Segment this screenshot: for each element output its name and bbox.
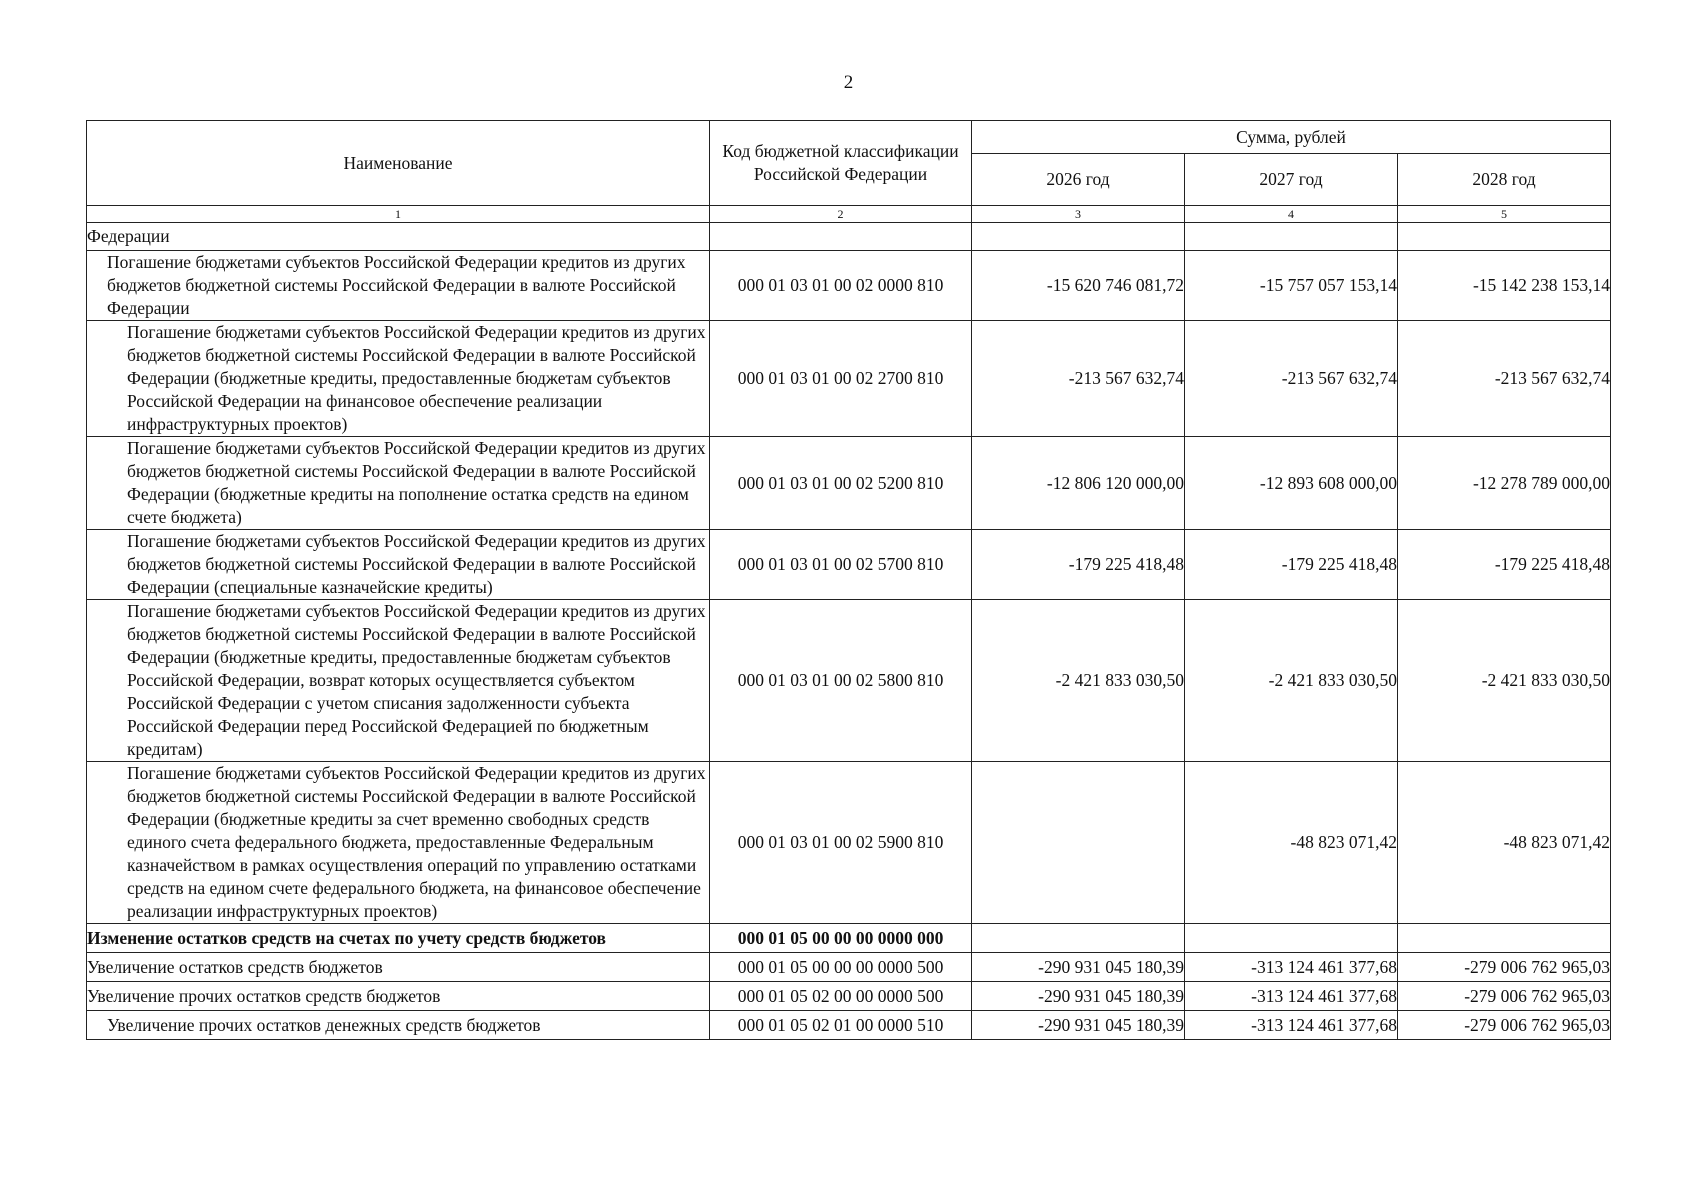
row-value-2027: -313 124 461 377,68 [1185, 1011, 1398, 1040]
table-row [87, 437, 1611, 530]
row-code: 000 01 03 01 00 02 5900 810 [710, 762, 972, 924]
table-row [87, 600, 1611, 762]
row-value-2027: -313 124 461 377,68 [1185, 953, 1398, 982]
row-value-2027: -2 421 833 030,50 [1185, 600, 1398, 762]
row-value-2028 [1398, 223, 1611, 251]
page-number: 2 [843, 72, 854, 93]
row-value-2026: -213 567 632,74 [972, 321, 1185, 437]
row-value-2027: -15 757 057 153,14 [1185, 251, 1398, 321]
row-value-2026: -290 931 045 180,39 [972, 1011, 1185, 1040]
row-name: Увеличение прочих остатков средств бюджетов [87, 982, 710, 1011]
row-value-2027: -313 124 461 377,68 [1185, 982, 1398, 1011]
row-value-2028: -279 006 762 965,03 [1398, 953, 1611, 982]
row-value-2026 [972, 762, 1185, 924]
row-value-2027: -12 893 608 000,00 [1185, 437, 1398, 530]
table-row [87, 251, 1611, 321]
row-value-2028: -179 225 418,48 [1398, 530, 1611, 600]
table-row [87, 982, 1611, 1011]
table-row [87, 953, 1611, 982]
header-sum: Сумма, рублей [972, 121, 1611, 154]
header-year-2027: 2027 год [1185, 154, 1398, 206]
header-name: Наименование [87, 121, 710, 206]
header-row-top [87, 121, 1611, 154]
row-code: 000 01 05 00 00 00 0000 000 [710, 924, 972, 953]
row-code: 000 01 05 02 00 00 0000 500 [710, 982, 972, 1011]
table-row [87, 321, 1611, 437]
header-code: Код бюджетной классификации Российской Федерации [710, 121, 972, 206]
table-row [87, 924, 1611, 953]
row-code: 000 01 03 01 00 02 2700 810 [710, 321, 972, 437]
row-value-2026 [972, 223, 1185, 251]
row-code: 000 01 05 00 00 00 0000 500 [710, 953, 972, 982]
row-name: Погашение бюджетами субъектов Российской Федерации кредитов из других бюджетов бюджетной системы Российской Федерации в валюте Российской Федерации (бюджетные кредиты, предоставленные бюджетам субъектов Российской Федерации, возврат которых осуществляется субъектом Российской Федерации с учетом списания задолженности субъекта Российской Федерации перед Российской Федерацией по бюджетным кредитам) [87, 600, 710, 762]
row-value-2028 [1398, 924, 1611, 953]
row-value-2028: -213 567 632,74 [1398, 321, 1611, 437]
table-row [87, 530, 1611, 600]
row-name: Изменение остатков средств на счетах по учету средств бюджетов [87, 924, 710, 953]
row-value-2028: -12 278 789 000,00 [1398, 437, 1611, 530]
header-year-2026: 2026 год [972, 154, 1185, 206]
row-name: Погашение бюджетами субъектов Российской Федерации кредитов из других бюджетов бюджетной системы Российской Федерации в валюте Российской Федерации (бюджетные кредиты, предоставленные бюджетам субъектов Российской Федерации на финансовое обеспечение реализации инфраструктурных проектов) [87, 321, 710, 437]
row-name: Погашение бюджетами субъектов Российской Федерации кредитов из других бюджетов бюджетной системы Российской Федерации в валюте Российской Федерации (бюджетные кредиты за счет временно свободных средств единого счета федерального бюджета, предоставленные Федеральным казначейством в рамках осуществления операций по управлению остатками средств на едином счете федерального бюджета, на финансовое обеспечение реализации инфраструктурных проектов) [87, 762, 710, 924]
row-value-2027: -213 567 632,74 [1185, 321, 1398, 437]
row-name: Погашение бюджетами субъектов Российской Федерации кредитов из других бюджетов бюджетной системы Российской Федерации в валюте Российской Федерации (бюджетные кредиты на пополнение остатка средств на едином счете бюджета) [87, 437, 710, 530]
row-code: 000 01 03 01 00 02 0000 810 [710, 251, 972, 321]
row-value-2028: -279 006 762 965,03 [1398, 1011, 1611, 1040]
row-code [710, 223, 972, 251]
row-value-2028: -2 421 833 030,50 [1398, 600, 1611, 762]
header-year-2028: 2028 год [1398, 154, 1611, 206]
row-name: Погашение бюджетами субъектов Российской Федерации кредитов из других бюджетов бюджетной системы Российской Федерации в валюте Российской Федерации [87, 251, 710, 321]
row-value-2026: -12 806 120 000,00 [972, 437, 1185, 530]
row-value-2026: -179 225 418,48 [972, 530, 1185, 600]
row-value-2028: -15 142 238 153,14 [1398, 251, 1611, 321]
row-value-2026: -2 421 833 030,50 [972, 600, 1185, 762]
column-number: 4 [1185, 206, 1398, 223]
table-row [87, 1011, 1611, 1040]
row-value-2028: -48 823 071,42 [1398, 762, 1611, 924]
column-number: 3 [972, 206, 1185, 223]
row-value-2027 [1185, 924, 1398, 953]
column-number-row [87, 206, 1611, 223]
row-value-2026: -290 931 045 180,39 [972, 953, 1185, 982]
budget-table [86, 120, 1611, 1040]
row-name: Федерации [87, 223, 710, 251]
row-code: 000 01 03 01 00 02 5800 810 [710, 600, 972, 762]
row-name: Увеличение прочих остатков денежных средств бюджетов [87, 1011, 710, 1040]
row-code: 000 01 03 01 00 02 5200 810 [710, 437, 972, 530]
row-value-2027: -179 225 418,48 [1185, 530, 1398, 600]
column-number: 1 [87, 206, 710, 223]
row-name: Погашение бюджетами субъектов Российской Федерации кредитов из других бюджетов бюджетной системы Российской Федерации в валюте Российской Федерации (специальные казначейские кредиты) [87, 530, 710, 600]
row-code: 000 01 03 01 00 02 5700 810 [710, 530, 972, 600]
row-code: 000 01 05 02 01 00 0000 510 [710, 1011, 972, 1040]
column-number: 2 [710, 206, 972, 223]
table-row [87, 223, 1611, 251]
row-value-2028: -279 006 762 965,03 [1398, 982, 1611, 1011]
row-value-2026: -290 931 045 180,39 [972, 982, 1185, 1011]
row-value-2026: -15 620 746 081,72 [972, 251, 1185, 321]
row-value-2027: -48 823 071,42 [1185, 762, 1398, 924]
row-value-2027 [1185, 223, 1398, 251]
column-number: 5 [1398, 206, 1611, 223]
row-name: Увеличение остатков средств бюджетов [87, 953, 710, 982]
row-value-2026 [972, 924, 1185, 953]
table-row [87, 762, 1611, 924]
